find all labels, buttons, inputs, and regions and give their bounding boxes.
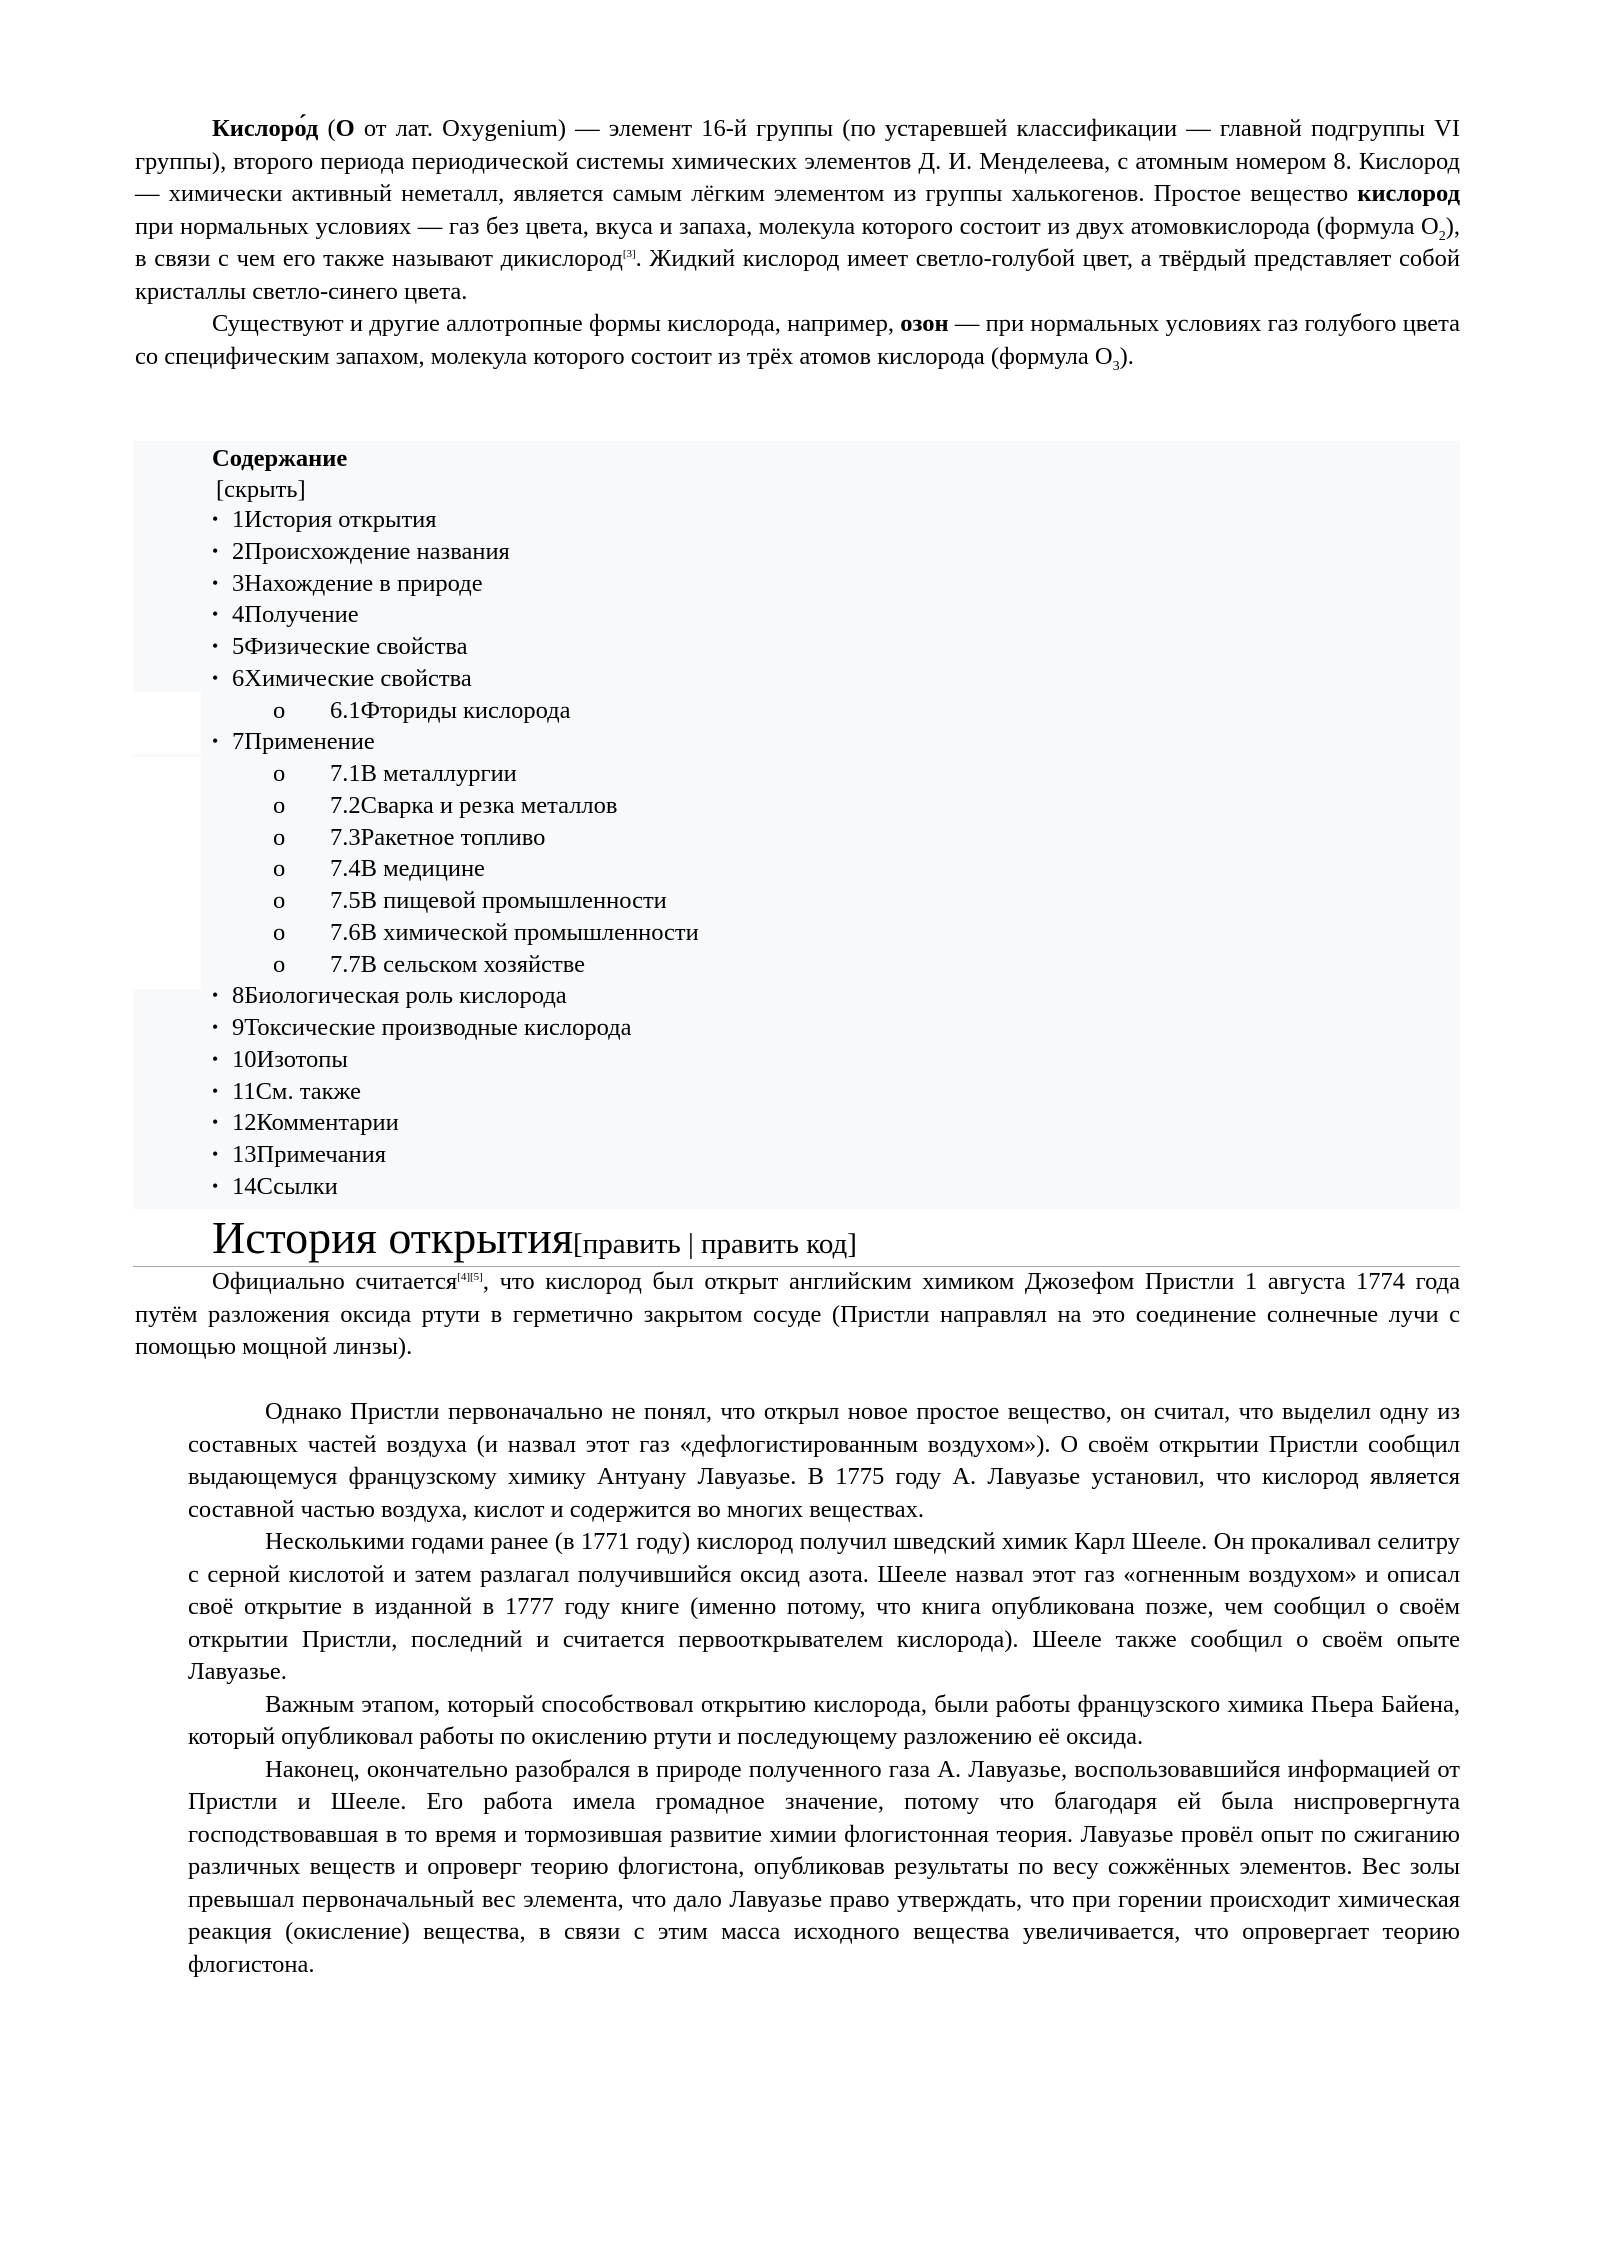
toc-item[interactable] [212, 1012, 631, 1044]
toc-hide-toggle[interactable]: [скрыть] [216, 476, 306, 503]
toc-item[interactable] [273, 695, 571, 727]
toc-item[interactable] [273, 917, 699, 949]
toc-item[interactable] [212, 1107, 399, 1139]
bullet-icon: • [212, 509, 219, 529]
toc-item-number: 7.6 [330, 918, 361, 946]
toc-item-number: 1 [232, 506, 245, 533]
toc-item-number: 3 [232, 569, 245, 597]
toc-item-label: История открытия [244, 506, 437, 533]
toc-item-label: В химической промышленности [360, 918, 699, 946]
citation-link[interactable]: [4][5] [457, 1270, 483, 1283]
toc-item-number: 12 [232, 1109, 257, 1137]
toc-item-label: В сельском хозяйстве [360, 950, 585, 978]
toc-item-number: 6.1 [330, 696, 361, 724]
toc-item[interactable] [273, 949, 585, 981]
bullet-icon: • [212, 1175, 219, 1196]
toc-item-number: 7.2 [330, 791, 361, 819]
toc-item-label: Изотопы [256, 1045, 348, 1073]
toc-item-label: Физические свойства [244, 633, 468, 660]
toc-item-number: 4 [232, 601, 245, 629]
history-section-1 [135, 1266, 1460, 1364]
toc-item-number: 2 [232, 537, 245, 565]
toc-item[interactable] [212, 504, 437, 536]
toc-item-label: В пищевой промышленности [360, 887, 667, 914]
toc-item[interactable] [273, 758, 517, 790]
toc-item-label: Применение [244, 728, 375, 756]
toc-item[interactable] [212, 1044, 348, 1076]
toc-item[interactable] [273, 885, 667, 917]
toc-item[interactable] [273, 853, 485, 885]
toc-title: Содержание [212, 445, 348, 472]
toc-item-number: 7.7 [330, 950, 361, 978]
formula-subscript: 2 [1438, 228, 1446, 244]
toc-item-label: Происхождение названия [244, 537, 510, 565]
bold-term-oxygen: кислород [1357, 180, 1460, 207]
sub-bullet-icon: o [273, 823, 286, 851]
bullet-icon: • [212, 572, 219, 593]
bullet-icon: • [212, 731, 219, 752]
bullet-icon: • [212, 1048, 219, 1069]
toc-item-label: Фториды кислорода [360, 696, 571, 724]
toc-item-number: 7.4 [330, 855, 361, 883]
toc-item-number: 14 [232, 1172, 257, 1200]
toc-item-number: 9 [232, 1014, 245, 1041]
toc-item-number: 5 [232, 633, 245, 660]
history-paragraph-2: Однако Пристли первоначально не понял, что открыл новое простое вещество, он считал, что выделил одну из составных частей воздуха (и назвал этот газ «дефлогистированным воздухом»). О своём открытии Пристли сообщил выдающемуся французскому химику Антуану Лавуазье. В 1775 году А. Лавуазье установил, что кислород является составной частью воздуха, кислот и содержится во многих веществах. [188, 1398, 1460, 1523]
bullet-icon: • [212, 1112, 219, 1133]
toc-item-number: 7 [232, 728, 245, 756]
bullet-icon: • [212, 667, 219, 688]
toc-item-label: См. также [255, 1077, 361, 1105]
toc-item-number: 7.1 [330, 760, 361, 787]
toc-item[interactable] [273, 790, 617, 822]
bullet-icon: • [212, 985, 219, 1006]
toc-item-label: Нахождение в природе [244, 569, 483, 597]
toc-item-label: Примечания [256, 1141, 387, 1168]
toc-item-label: В металлургии [360, 760, 517, 787]
formula-subscript: 3 [1112, 358, 1120, 374]
toc-item[interactable] [212, 599, 359, 631]
toc-item[interactable] [212, 1171, 338, 1203]
toc-item-number: 7.5 [330, 887, 361, 914]
citation-link[interactable]: [3] [622, 247, 636, 260]
history-paragraph-5: Наконец, окончательно разобрался в природе полученного газа А. Лавуазье, воспользовавшийся информацией от Пристли и Шееле. Его работа имела громадное значение, потому что благодаря ей была ниспровергнута господствовавшая в то время и тормозившая развитие химии флогистонная теория. Лавуазье провёл опыт по сжиганию различных веществ и опроверг теорию флогистона, опубликовав результаты по весу сожжённых элементов. Вес золы превышал первоначальный вес элемента, что дало Лавуазье право утверждать, что при горении происходит химическая реакция (окисление) вещества, в связи с этим масса исходного вещества увеличивается, что опровергает теорию флогистона. [188, 1755, 1460, 1978]
history-paragraph-3: Несколькими годами ранее (в 1771 году) кислород получил шведский химик Карл Шееле. Он прокаливал селитру с серной кислотой и затем разлагал получившийся оксид азота. Шееле назвал этот газ «огненным воздухом» и описал своё открытие в изданной в 1777 году книге (именно потому, что книга опубликована позже, чем сообщил о своём открытии Пристли, последний и считается первооткрывателем кислорода). Шееле также сообщил о своём опыте Лавуазье. [188, 1528, 1460, 1685]
toc-item[interactable] [212, 631, 468, 663]
sub-bullet-icon: o [273, 696, 286, 724]
toc-item-label: Комментарии [256, 1109, 399, 1137]
toc-item[interactable] [212, 726, 375, 758]
toc-item-label: Ракетное топливо [360, 823, 546, 851]
article-title-term: Кислоро́д [212, 115, 319, 142]
sub-bullet-icon: o [273, 918, 286, 946]
toc-item[interactable] [212, 1076, 361, 1108]
toc-item[interactable] [212, 568, 483, 600]
sub-bullet-icon: o [273, 760, 286, 787]
toc-item-number: 8 [232, 982, 245, 1010]
intro-section [135, 113, 1460, 373]
bullet-icon: • [212, 540, 219, 561]
toc-item-label: В медицине [360, 855, 485, 883]
intro-paragraph-2: Существуют и другие аллотропные формы кислорода, например, озон — при нормальных условиях газ голубого цвета со специфическим запахом, молекула которого состоит из трёх атомов кислорода (формула $O_3$). [135, 310, 1460, 374]
toc-item-label: Токсические производные кислорода [244, 1014, 632, 1041]
toc-item-number: 6 [232, 664, 245, 692]
element-symbol: О [335, 115, 355, 142]
toc-item-number: 11 [232, 1077, 256, 1105]
edit-section-link[interactable]: [править | править код] [573, 1228, 857, 1260]
toc-item-label: Получение [244, 601, 359, 629]
history-paragraph-4: Важным этапом, который способствовал открытию кислорода, были работы французского химика Пьера Байена, который опубликовал работы по окислению ртути и последующему разложению её оксида. [188, 1690, 1460, 1750]
section-heading-history: История открытия[править | править код] [212, 1212, 857, 1263]
toc-item-label: Ссылки [256, 1172, 338, 1200]
toc-item-number: 7.3 [330, 823, 361, 851]
sub-bullet-icon: o [273, 791, 286, 819]
sub-bullet-icon: o [273, 855, 286, 883]
bullet-icon: • [212, 636, 219, 656]
toc-item[interactable] [212, 1139, 386, 1171]
toc-item-label: Химические свойства [244, 664, 472, 692]
history-section-2 [188, 1396, 1460, 1981]
toc-item[interactable] [212, 980, 567, 1012]
bullet-icon: • [212, 1080, 219, 1101]
toc-item[interactable] [212, 663, 472, 695]
bold-term-ozone: озон [900, 310, 949, 337]
sub-bullet-icon: o [273, 950, 286, 978]
toc-item-number: 13 [232, 1141, 257, 1168]
bullet-icon: • [212, 1017, 219, 1037]
bullet-icon: • [212, 604, 219, 625]
toc-item-label: Биологическая роль кислорода [244, 982, 567, 1010]
toc-item-number: 10 [232, 1045, 257, 1073]
sub-bullet-icon: o [273, 887, 286, 914]
bullet-icon: • [212, 1144, 219, 1164]
history-paragraph-1: Официально считается[4][5], что кислород был открыт английским химиком Джозефом Пристли 1 августа 1774 года путём разложения оксида ртути в герметично закрытом сосуде (Пристли направлял на это соединение солнечные лучи с помощью мощной линзы). [135, 1268, 1460, 1360]
toc-item-label: Сварка и резка металлов [360, 791, 618, 819]
intro-paragraph-1: Кислоро́д (О от лат. Oxygenium) — элемент 16-й группы (по устаревшей классификации — главной подгруппы VI группы), второго периода периодической системы химических элементов Д. И. Менделеева, с атомным номером 8. Кислород — химически активный неметалл, является самым лёгким элементом из группы халькогенов. Простое вещество кислород при нормальных условиях — газ без цвета, вкуса и запаха, молекула которого состоит из двух атомовкислорода (формула $O_2$), в связи с чем его также называют дикислород[3]. Жидкий кислород имеет светло-голубой цвет, а твёрдый представляет собой кристаллы светло-синего цвета. [135, 115, 1460, 305]
toc-item[interactable] [273, 822, 545, 854]
toc-item[interactable] [212, 536, 510, 568]
